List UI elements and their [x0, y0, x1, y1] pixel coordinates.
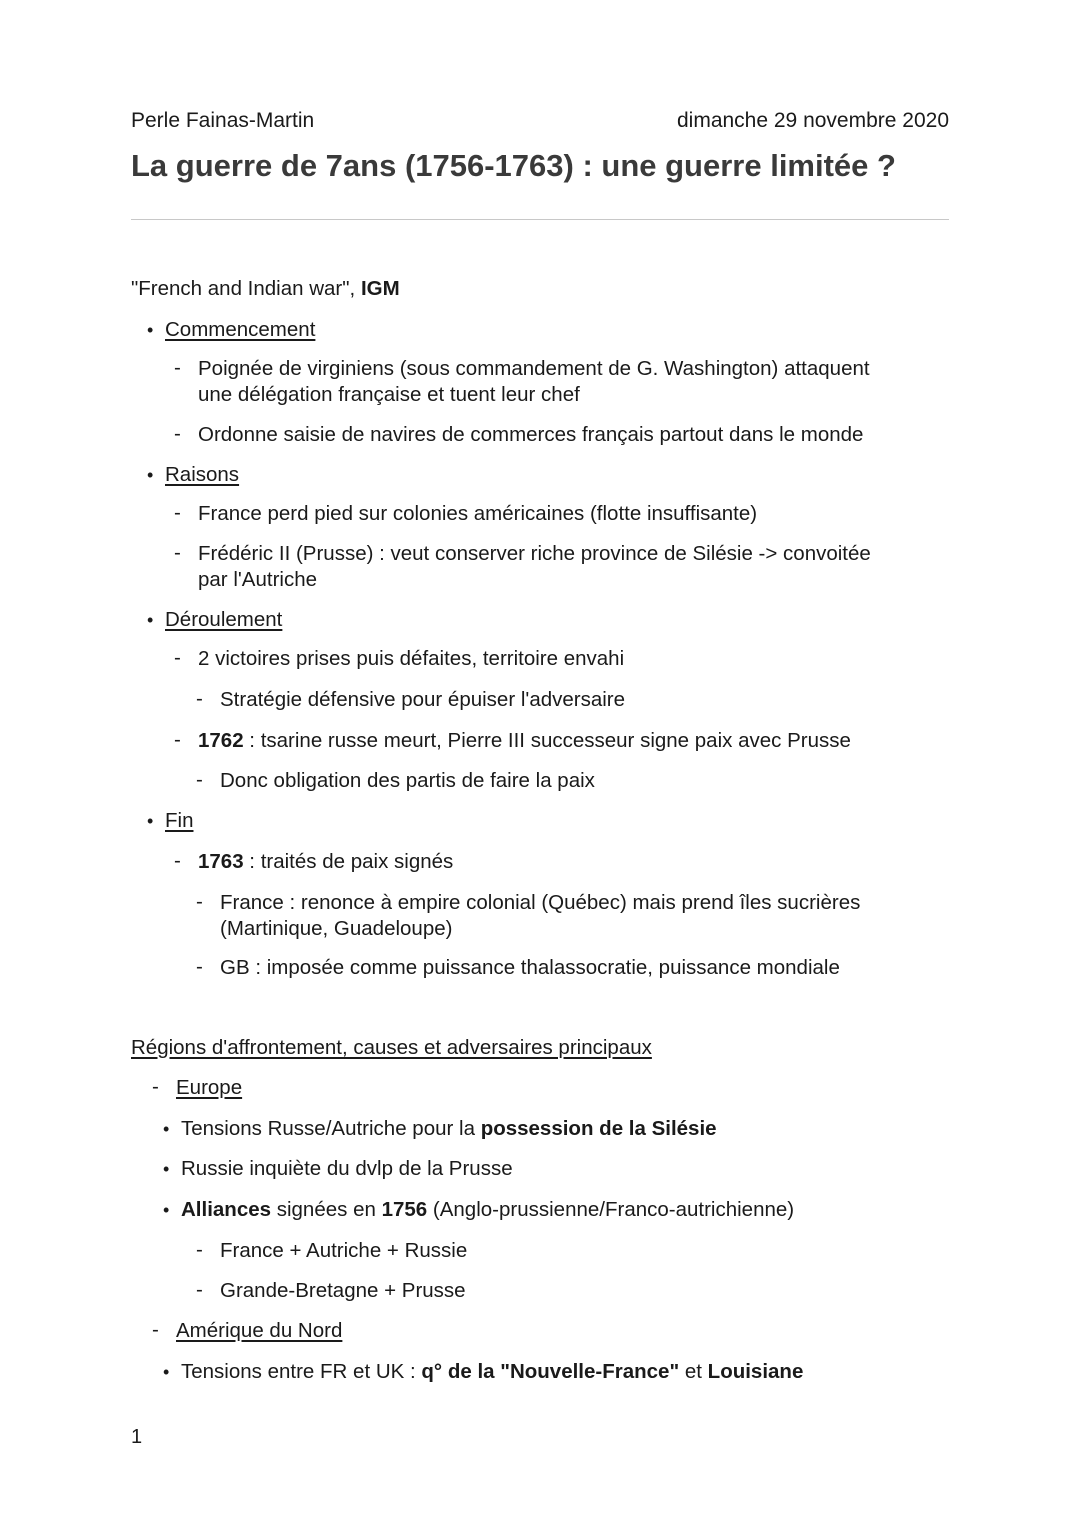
bullet-icon: • [147, 811, 154, 831]
dash-icon: - [174, 728, 181, 751]
dash-icon: - [196, 1238, 203, 1261]
list-item: Tensions entre FR et UK : q° de la "Nouvelle-France" et Louisiane [181, 1360, 804, 1383]
dash-icon: - [152, 1075, 159, 1098]
dash-icon: - [196, 955, 203, 978]
dash-icon: - [174, 849, 181, 872]
bullet-icon: • [163, 1159, 170, 1179]
list-item: Tensions Russe/Autriche pour la possession de la Silésie [181, 1117, 717, 1140]
heading-fin: Fin [165, 809, 194, 832]
list-item: France perd pied sur colonies américaines (flotte insuffisante) [198, 502, 758, 525]
list-item: 2 victoires prises puis défaites, territoire envahi [198, 647, 625, 670]
list-item: Frédéric II (Prusse) : veut conserver riche province de Silésie -> convoitée [198, 542, 871, 565]
bullet-icon: • [147, 320, 154, 340]
bullet-icon: • [147, 610, 154, 630]
sub-list-item: France + Autriche + Russie [220, 1239, 468, 1262]
bullet-icon: • [163, 1200, 170, 1220]
sub-list-item: Grande-Bretagne + Prusse [220, 1279, 466, 1302]
section-heading-regions: Régions d'affrontement, causes et adversaires principaux [131, 1036, 652, 1059]
list-item: Russie inquiète du dvlp de la Prusse [181, 1157, 513, 1180]
list-item-continuation: une délégation française et tuent leur chef [198, 383, 580, 406]
dash-icon: - [174, 541, 181, 564]
dash-icon: - [174, 646, 181, 669]
document-date: dimanche 29 novembre 2020 [676, 109, 949, 132]
dash-icon: - [174, 422, 181, 445]
heading-amerique: Amérique du Nord [176, 1319, 343, 1342]
heading-commencement: Commencement [165, 318, 316, 341]
author-name: Perle Fainas-Martin [131, 109, 315, 132]
dash-icon: - [152, 1318, 159, 1341]
list-item: Ordonne saisie de navires de commerces français partout dans le monde [198, 423, 864, 446]
title-divider [131, 219, 949, 220]
sub-list-item-continuation: (Martinique, Guadeloupe) [220, 917, 453, 940]
list-item: 1763 : traités de paix signés [198, 850, 454, 873]
list-item: Poignée de virginiens (sous commandement de G. Washington) attaquent [198, 357, 870, 380]
sub-list-item: Donc obligation des partis de faire la paix [220, 769, 595, 792]
dash-icon: - [196, 768, 203, 791]
dash-icon: - [196, 1278, 203, 1301]
sub-list-item: France : renonce à empire colonial (Québec) mais prend îles sucrières [220, 891, 861, 914]
sub-list-item: GB : imposée comme puissance thalassocratie, puissance mondiale [220, 956, 840, 979]
list-item: 1762 : tsarine russe meurt, Pierre III successeur signe paix avec Prusse [198, 729, 851, 752]
intro-line: "French and Indian war", IGM [131, 277, 400, 300]
bullet-icon: • [163, 1119, 170, 1139]
page-title: La guerre de 7ans (1756-1763) : une guerre limitée ? [131, 148, 896, 183]
page-number: 1 [131, 1426, 143, 1448]
heading-europe: Europe [176, 1076, 243, 1099]
heading-deroulement: Déroulement [165, 608, 283, 631]
dash-icon: - [196, 890, 203, 913]
dash-icon: - [196, 687, 203, 710]
list-item: Alliances signées en 1756 (Anglo-prussienne/Franco-autrichienne) [181, 1198, 795, 1221]
dash-icon: - [174, 501, 181, 524]
dash-icon: - [174, 356, 181, 379]
list-item-continuation: par l'Autriche [198, 568, 317, 591]
bullet-icon: • [147, 465, 154, 485]
sub-list-item: Stratégie défensive pour épuiser l'adversaire [220, 688, 626, 711]
heading-raisons: Raisons [165, 463, 240, 486]
bullet-icon: • [163, 1362, 170, 1382]
